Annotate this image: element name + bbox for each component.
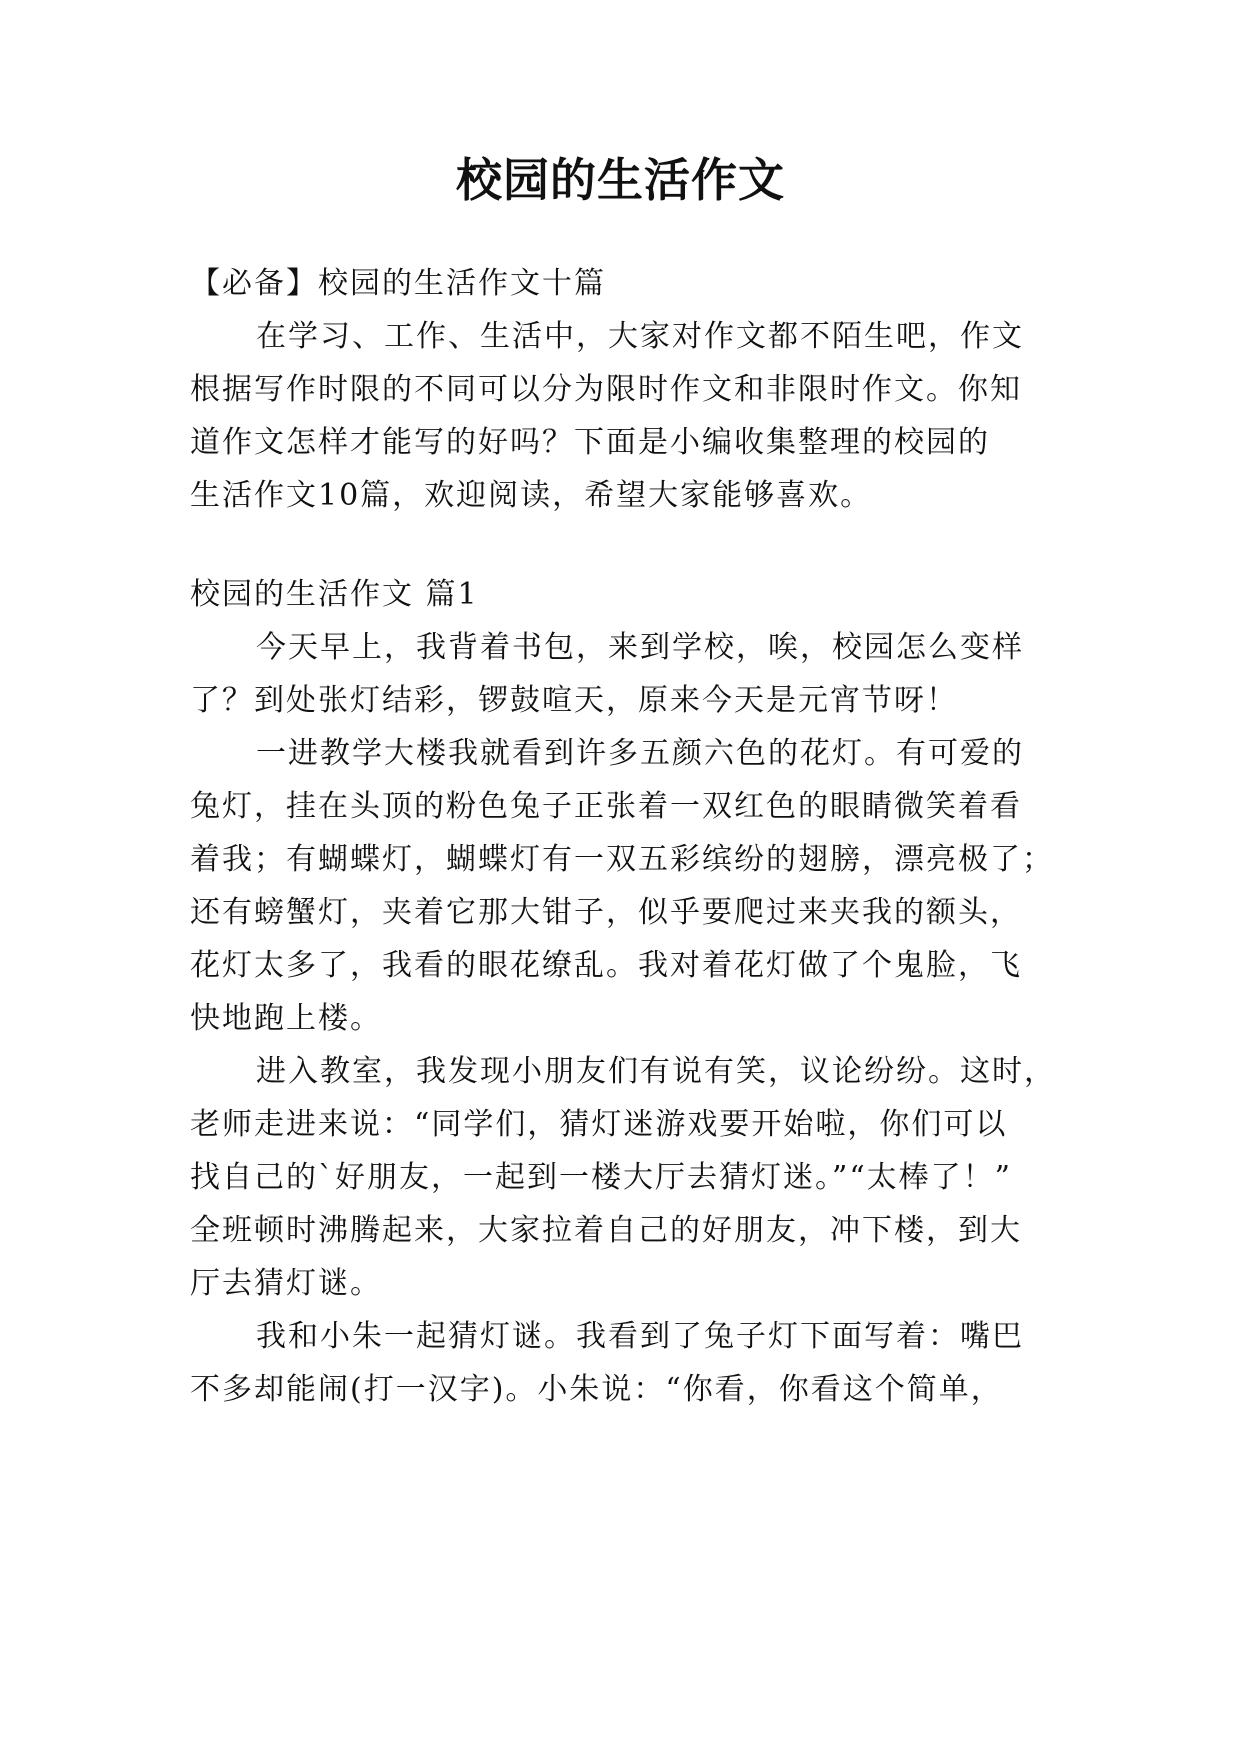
paragraph-line: 根据写作时限的不同可以分为限时作文和非限时作文。你知 — [190, 372, 1022, 407]
paragraph-line: 一进教学大楼我就看到许多五颜六色的花灯。有可爱的 — [256, 736, 1024, 771]
paragraph-line: 着我；有蝴蝶灯，蝴蝶灯有一双五彩缤纷的翅膀，漂亮极了； — [190, 842, 1054, 877]
paragraph-line: 道作文怎样才能写的好吗？下面是小编收集整理的校园的 — [190, 425, 990, 460]
paragraph-line: 在学习、工作、生活中，大家对作文都不陌生吧，作文 — [256, 319, 1024, 354]
paragraph-line: 生活作文10篇，欢迎阅读，希望大家能够喜欢。 — [190, 478, 873, 513]
paragraph-line: 快地跑上楼。 — [190, 1001, 382, 1036]
paragraph-line: 找自己的`好朋友，一起到一楼大厅去猜灯迷。”“太棒了！” — [190, 1160, 1013, 1195]
paragraph-line: 兔灯，挂在头顶的粉色兔子正张着一双红色的眼睛微笑着看 — [190, 789, 1022, 824]
intro-heading: 【必备】校园的生活作文十篇 — [190, 266, 606, 301]
paragraph-line: 全班顿时沸腾起来，大家拉着自己的好朋友，冲下楼，到大 — [190, 1213, 1022, 1248]
paragraph-line: 花灯太多了，我看的眼花缭乱。我对着花灯做了个鬼脸，飞 — [190, 948, 1022, 983]
paragraph-line: 不多却能闹(打一汉字)。小朱说：“你看，你看这个简单， — [190, 1372, 1003, 1407]
paragraph-line: 了？到处张灯结彩，锣鼓喧天，原来今天是元宵节呀！ — [190, 683, 958, 718]
paragraph-line: 今天早上，我背着书包，来到学校，唉，校园怎么变样 — [256, 630, 1024, 665]
paragraph-line: 还有螃蟹灯，夹着它那大钳子，似乎要爬过来夹我的额头， — [190, 895, 1022, 930]
paragraph-line: 老师走进来说：“同学们，猜灯迷游戏要开始啦，你们可以 — [190, 1107, 1008, 1142]
page-title: 校园的生活作文 — [456, 153, 785, 207]
paragraph-line: 进入教室，我发现小朋友们有说有笑，议论纷纷。这时， — [256, 1054, 1056, 1089]
section-heading: 校园的生活作文 篇1 — [190, 577, 479, 612]
paragraph-line: 厅去猜灯谜。 — [190, 1266, 382, 1301]
paragraph-line: 我和小朱一起猜灯谜。我看到了兔子灯下面写着：嘴巴 — [256, 1319, 1024, 1354]
